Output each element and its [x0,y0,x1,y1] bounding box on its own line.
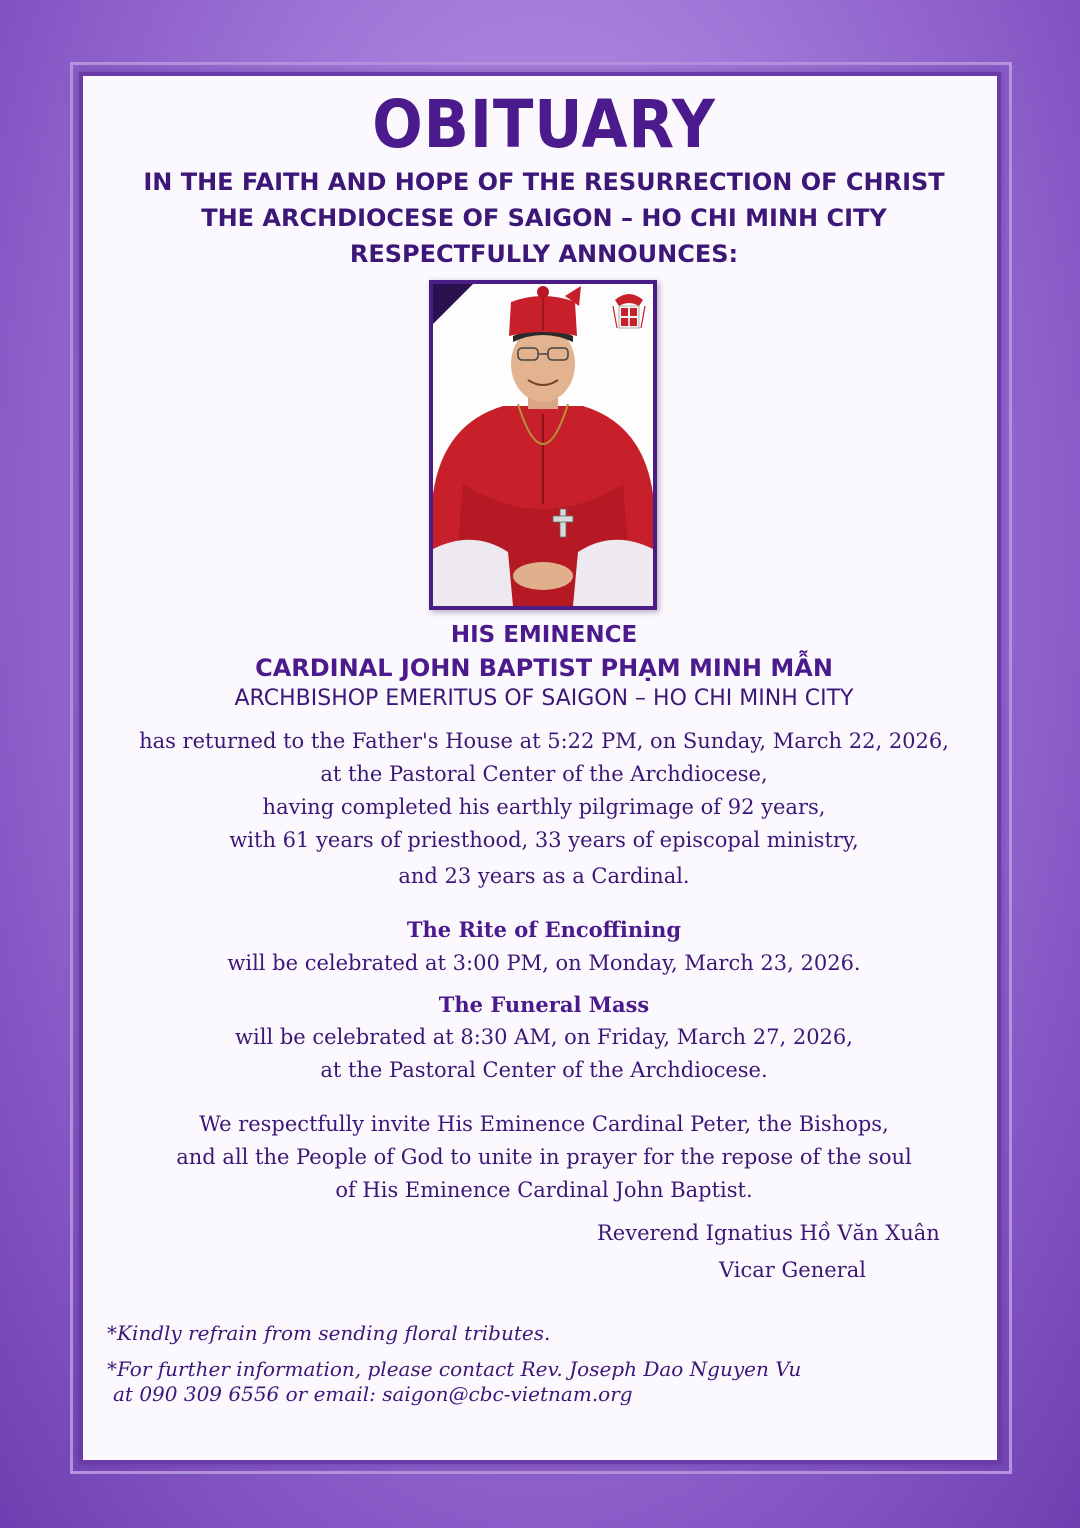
note-contact-details: at 090 309 6556 or email: saigon@cbc-vietnam.org [113,1382,633,1406]
intro-line-3: RESPECTFULLY ANNOUNCES: [349,240,739,268]
cardinal-name: CARDINAL JOHN BAPTIST PHẠM MINH MẪN [255,654,833,682]
funeral-line-2: at the Pastoral Center of the Archdiocese. [320,1058,768,1082]
funeral-line-1: will be celebrated at 8:30 AM, on Friday, March 27, 2026, [235,1025,853,1049]
cardinal-portrait-photo [429,280,657,610]
honorific: HIS EMINENCE [450,622,638,648]
invitation-line-2: and all the People of God to unite in prayer for the repose of the soul [176,1145,912,1169]
intro-line-1: IN THE FAITH AND HOPE OF THE RESURRECTION OF CHRIST [143,168,945,196]
invitation-line-1: We respectfully invite His Eminence Cardinal Peter, the Bishops, [199,1112,889,1136]
coat-of-arms-icon [613,294,645,328]
announcement-line-2: at the Pastoral Center of the Archdiocese, [320,762,768,786]
encoffining-line-1: will be celebrated at 3:00 PM, on Monday, March 23, 2026. [227,951,861,975]
mourning-ribbon-icon [433,284,473,324]
page-title: OBITUARY [372,86,716,163]
announcement-line-3: having completed his earthly pilgrimage of 92 years, [262,795,826,819]
announcement-line-4: with 61 years of priesthood, 33 years of episcopal ministry, [229,828,859,852]
announcement-line-1: has returned to the Father's House at 5:22 PM, on Sunday, March 22, 2026, [139,729,949,753]
intro-line-2: THE ARCHDIOCESE OF SAIGON – HO CHI MINH CITY [201,204,887,232]
encoffining-title: The Rite of Encoffining [406,917,682,942]
signatory-title: Vicar General [719,1258,866,1282]
signatory-name: Reverend Ignatius Hồ Văn Xuân [597,1221,940,1245]
announcement-line-5: and 23 years as a Cardinal. [398,864,690,888]
invitation-line-3: of His Eminence Cardinal John Baptist. [335,1178,753,1202]
cardinal-role: ARCHBISHOP EMERITUS OF SAIGON – HO CHI MINH CITY [234,686,854,711]
obituary-card [79,72,1001,1464]
note-floral: *Kindly refrain from sending floral tributes. [107,1321,551,1345]
note-contact: *For further information, please contact Rev. Joseph Dao Nguyen Vu [107,1357,802,1381]
funeral-title: The Funeral Mass [438,992,650,1017]
